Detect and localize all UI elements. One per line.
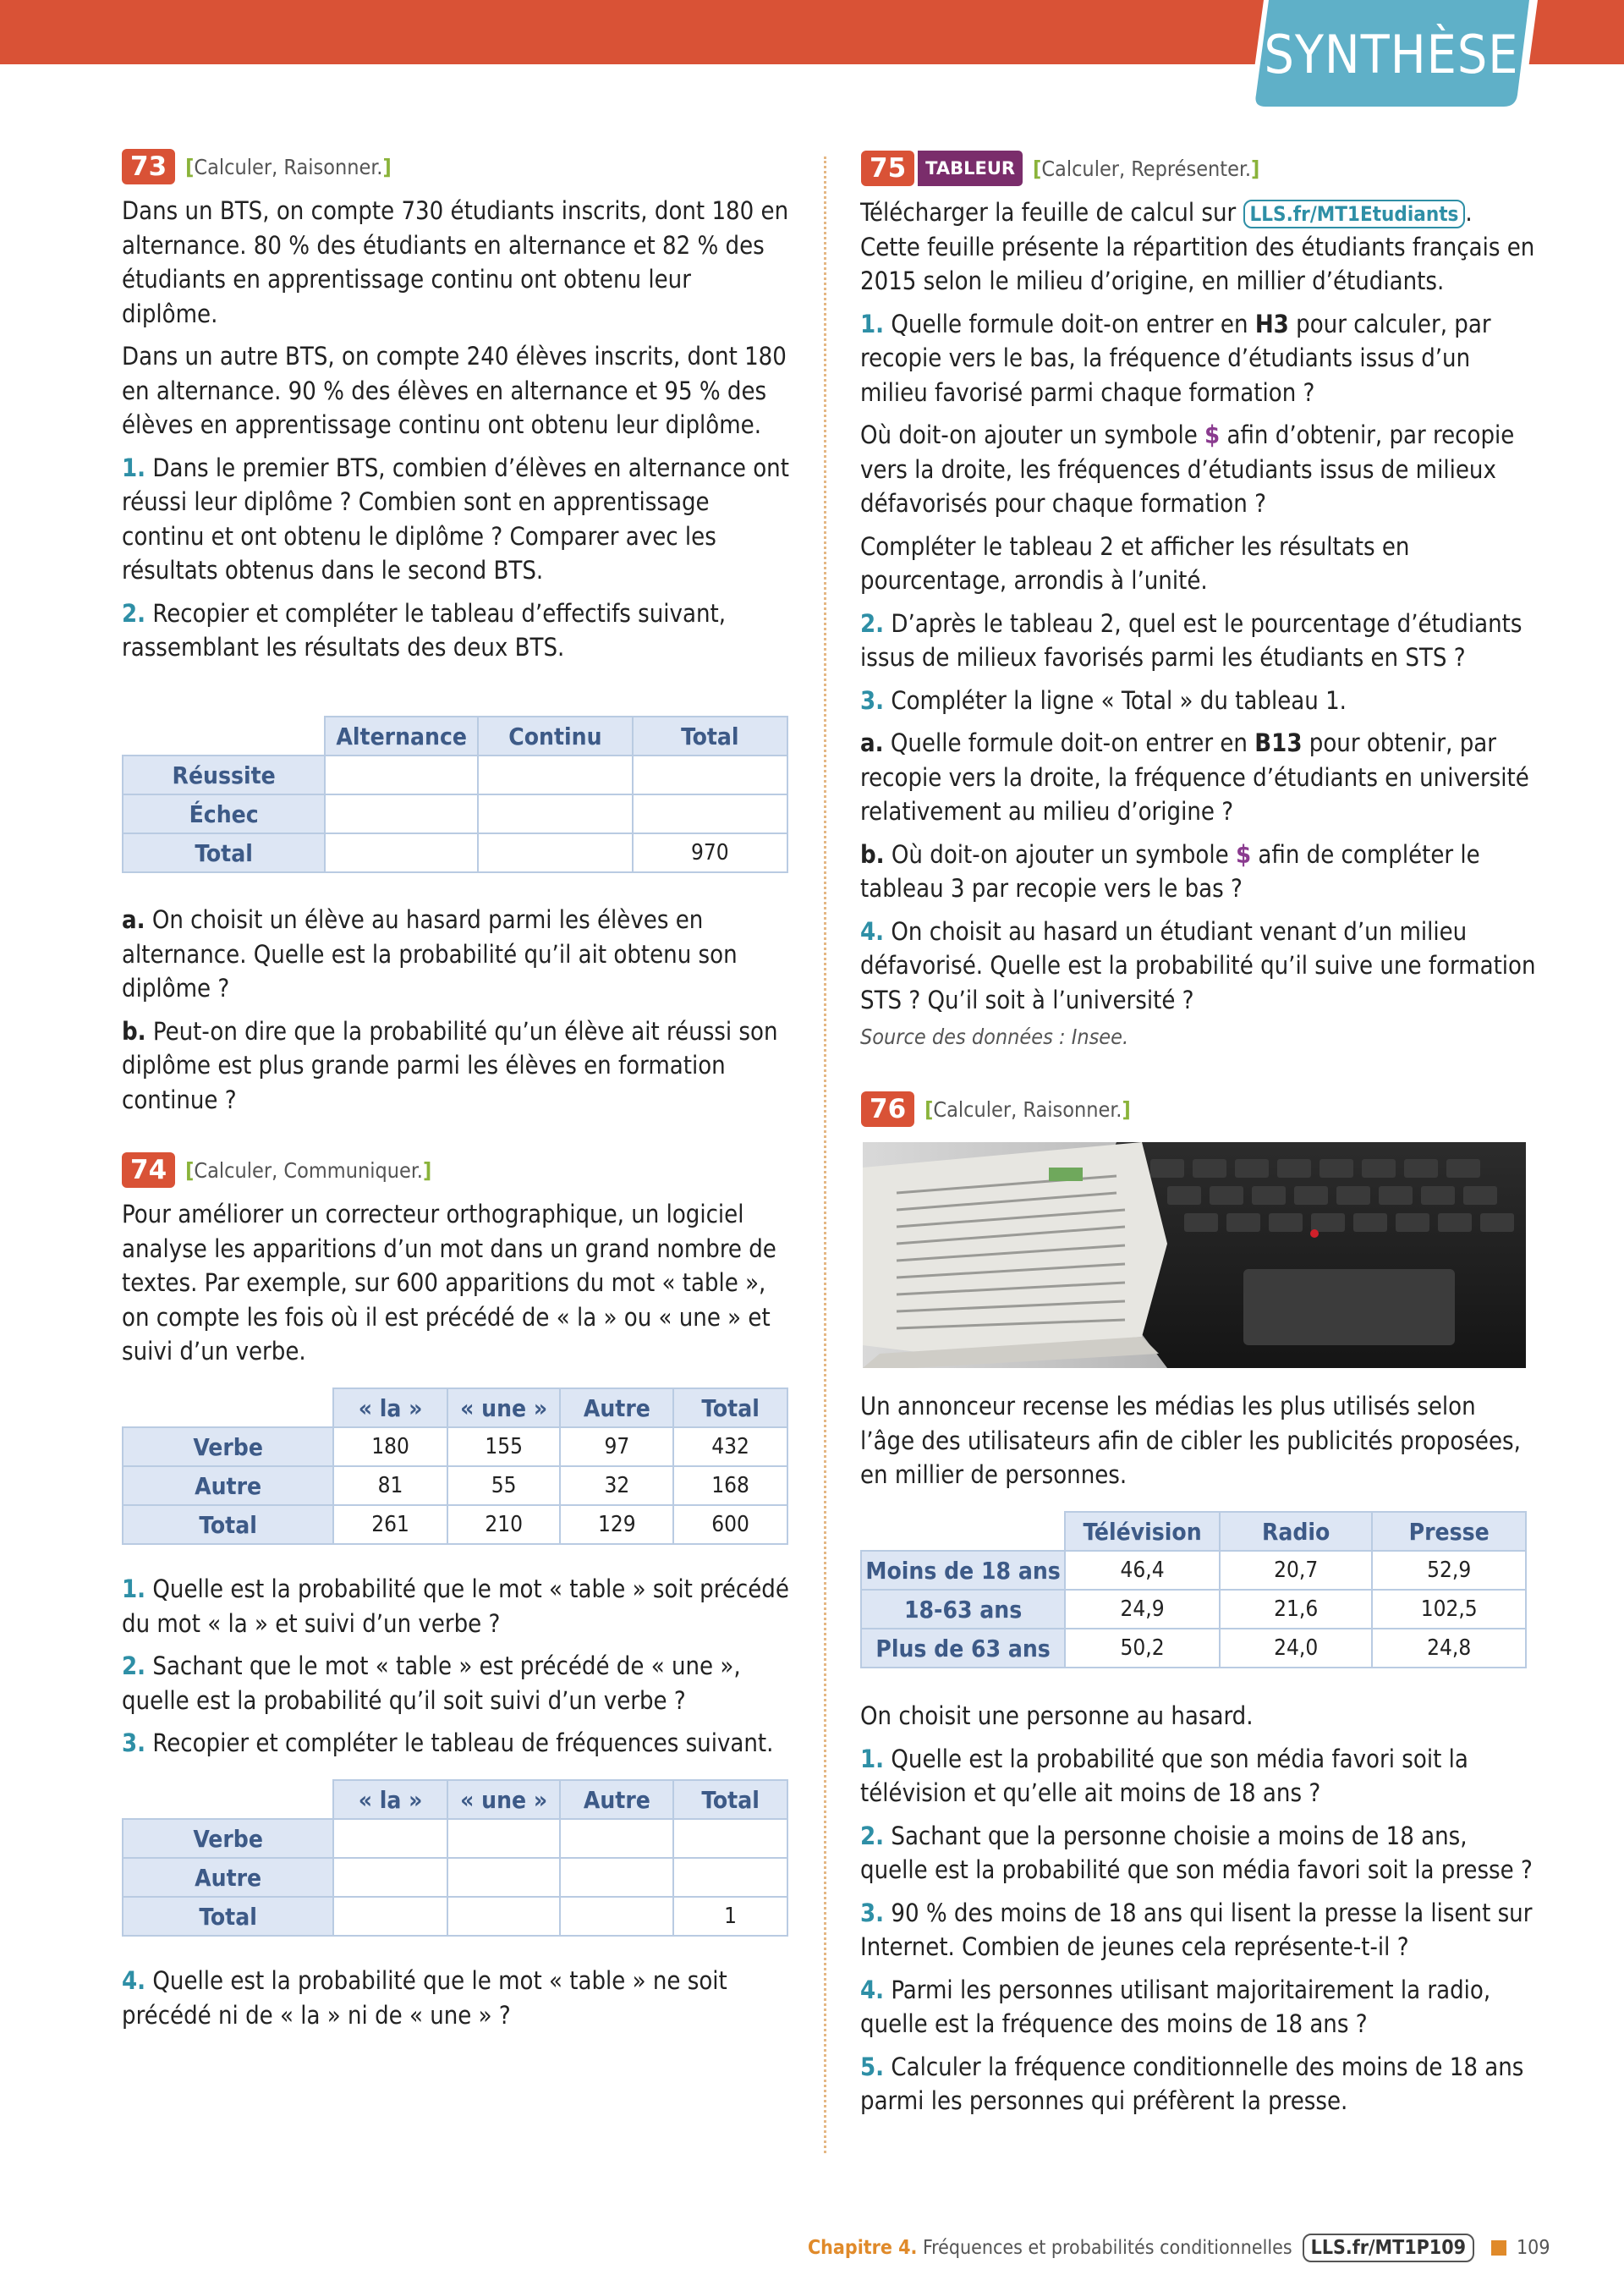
data-source: Source des données : Insee. [860, 1025, 1129, 1049]
column-header: Total [633, 717, 787, 756]
column-header: Autre [560, 1388, 673, 1427]
table-cell: 600 [673, 1505, 787, 1544]
exercise-skills: [Calculer, Représenter.] [1033, 156, 1260, 181]
question-a: a. On choisit un élève au hasard parmi les élèves en alternance. Quelle est la probabilité qu’il ait obtenu son diplôme ? [122, 905, 738, 1003]
row-header: Moins de 18 ans [861, 1551, 1065, 1590]
table-row [123, 1427, 787, 1466]
table-cell: 129 [560, 1505, 673, 1544]
table-cell: 180 [333, 1427, 447, 1466]
table-cell [633, 794, 787, 833]
chapter-title: Fréquences et probabilités conditionnelles [922, 2237, 1292, 2259]
exercise-74-header [122, 1152, 431, 1188]
table-cell [325, 756, 478, 794]
question-4: 4. Parmi les personnes utilisant majoritairement la radio, quelle est la fréquence des moins de 18 ans ? [860, 1975, 1491, 2038]
question-4: 4. Quelle est la probabilité que le mot « table » ne soit précédé ni de « la » ni de « une » ? [122, 1966, 727, 2030]
exercise-74-last-question [122, 1964, 790, 2032]
table-row [123, 794, 787, 833]
page-footer [808, 2234, 1550, 2262]
question-2: 2. Sachant que la personne choisie a moins de 18 ans, quelle est la probabilité que son média favori soit la presse ? [860, 1821, 1533, 1884]
question-2: 2. Sachant que le mot « table » est précédé de « une », quelle est la probabilité qu’il soit suivi d’un verbe ? [122, 1651, 741, 1715]
row-header: Total [123, 1897, 333, 1936]
column-header: Total [673, 1780, 787, 1819]
exercise-75-header [861, 151, 1259, 186]
table-cell [478, 756, 633, 794]
table-cell: 210 [447, 1505, 561, 1544]
row-header: Total [123, 833, 325, 872]
table-cell: 24,8 [1372, 1629, 1526, 1668]
question-2: 2. D’après le tableau 2, quel est le pourcentage d’étudiants issus de milieux favorisés parmi les étudiants en STS ? [860, 608, 1522, 672]
exercise-number: 74 [122, 1152, 175, 1188]
table-cell: 102,5 [1372, 1590, 1526, 1629]
exercise-number: 73 [122, 149, 175, 184]
paragraph: On choisit une personne au hasard. [860, 1701, 1254, 1730]
table-row [861, 1629, 1526, 1668]
table-cell [333, 1897, 447, 1936]
exercise-74-questions [122, 1572, 790, 1761]
table-cell: 1 [673, 1897, 787, 1936]
column-header: « la » [333, 1780, 447, 1819]
row-header: Échec [123, 794, 325, 833]
row-header: Verbe [123, 1819, 333, 1858]
paragraph: Télécharger la feuille de calcul sur LLS.fr/MT1Etudiants . Cette feuille présente la répartition des étudiants français en 2015 selon le milieu d’origine, en millier d’étudiants. [860, 198, 1535, 295]
section-title: SYNTHÈSE [1264, 24, 1519, 85]
exercise-76-intro [860, 1389, 1537, 1492]
table-cell: 970 [633, 833, 787, 872]
table-medias [860, 1511, 1527, 1668]
row-header: Réussite [123, 756, 325, 794]
question-1: 1. Quelle formule doit-on entrer en H3 pour calculer, par recopie vers le bas, la fréquence d’étudiants issus d’un milieu favorisé parmi chaque formation ? [860, 309, 1491, 407]
row-header: Autre [123, 1858, 333, 1897]
question-b: b. Où doit-on ajouter un symbole $ afin de compléter le tableau 3 par recopie vers le bas ? [860, 839, 1480, 903]
question-1: 1. Dans le premier BTS, combien d’élèves en alternance ont réussi leur diplôme ? Combien sont en apprentissage continu et ont obtenu le diplôme ? Comparer avec les résultats obtenus dans le second BTS. [122, 453, 789, 585]
table-row [123, 1505, 787, 1544]
exercise-number: 75 [861, 151, 914, 186]
paragraph: Dans un autre BTS, on compte 240 élèves inscrits, dont 180 en alternance. 90 % des élèves en alternance et 95 % des élèves en apprentissage continu ont obtenu leur diplôme. [122, 342, 787, 439]
table-cell: 24,9 [1065, 1590, 1220, 1629]
table-corner [123, 1388, 333, 1427]
table-row [861, 1551, 1526, 1590]
column-header: Télévision [1065, 1512, 1220, 1551]
table-cell [333, 1819, 447, 1858]
table-cell [447, 1819, 561, 1858]
table-cell [633, 756, 787, 794]
table-corner [861, 1512, 1065, 1551]
table-cell: 21,6 [1220, 1590, 1372, 1629]
column-header: Alternance [325, 717, 478, 756]
page-number: 109 [1517, 2237, 1550, 2259]
table-cell [673, 1858, 787, 1897]
table-cell: 81 [333, 1466, 447, 1505]
exercise-73-subquestions [122, 903, 790, 1117]
column-header: « une » [447, 1388, 561, 1427]
question-3: 3. 90 % des moins de 18 ans qui lisent la presse la lisent sur Internet. Combien de jeunes cela représente-t-il ? [860, 1898, 1533, 1961]
table-corner [123, 1780, 333, 1819]
newspaper-laptop-photo [863, 1142, 1526, 1368]
table-cell: 432 [673, 1427, 787, 1466]
table-cell: 24,0 [1220, 1629, 1372, 1668]
table-cell [447, 1897, 561, 1936]
table-row [123, 756, 787, 794]
table-occurrences [122, 1388, 788, 1545]
table-row [123, 1897, 787, 1936]
table-row [123, 1858, 787, 1897]
table-row [123, 1466, 787, 1505]
question-1: 1. Quelle est la probabilité que le mot « table » soit précédé du mot « la » et suivi d’un verbe ? [122, 1574, 789, 1638]
table-row [123, 833, 787, 872]
table-cell: 155 [447, 1427, 561, 1466]
exercise-73-body [122, 194, 790, 665]
table-cell [325, 794, 478, 833]
table-cell: 32 [560, 1466, 673, 1505]
question-5: 5. Calculer la fréquence conditionnelle des moins de 18 ans parmi les personnes qui préfèrent la presse. [860, 2052, 1524, 2115]
question-b: b. Peut-on dire que la probabilité qu’un élève ait réussi son diplôme est plus grande parmi les élèves en formation continue ? [122, 1016, 778, 1114]
column-header: « une » [447, 1780, 561, 1819]
table-row [123, 1819, 787, 1858]
chapter-label: Chapitre 4. [808, 2237, 918, 2259]
row-header: Verbe [123, 1427, 333, 1466]
column-header: Autre [560, 1780, 673, 1819]
row-header: Autre [123, 1466, 333, 1505]
paragraph: Où doit-on ajouter un symbole $ afin d’obtenir, par recopie vers la droite, les fréquences d’étudiants issus de milieux défavorisés pour chaque formation ? [860, 420, 1515, 518]
paragraph: Dans un BTS, on compte 730 étudiants inscrits, dont 180 en alternance. 80 % des étudiants en alternance et 82 % des étudiants en apprentissage continu ont obtenu leur diplôme. [122, 196, 789, 328]
table-cell: 55 [447, 1466, 561, 1505]
column-divider [824, 157, 826, 2153]
table-effectifs-bts [122, 716, 788, 873]
table-cell [478, 794, 633, 833]
tableur-badge: TABLEUR [918, 151, 1023, 186]
paragraph: Pour améliorer un correcteur orthographique, un logiciel analyse les apparitions d’un mot dans un grand nombre de textes. Par exemple, sur 600 apparitions du mot « table », on compte les fois où il est précédé de « la » ou « une » et suivi d’un verbe. [122, 1200, 776, 1366]
table-cell: 261 [333, 1505, 447, 1544]
column-header: Presse [1372, 1512, 1526, 1551]
table-cell [560, 1819, 673, 1858]
exercise-skills: [Calculer, Raisonner.] [185, 154, 392, 179]
row-header: Total [123, 1505, 333, 1544]
table-frequences [122, 1779, 788, 1937]
paragraph: Compléter le tableau 2 et afficher les résultats en pourcentage, arrondis à l’unité. [860, 531, 1410, 595]
page-marker [1491, 2240, 1506, 2256]
table-cell [333, 1858, 447, 1897]
table-cell: 46,4 [1065, 1551, 1220, 1590]
table-corner [123, 717, 325, 756]
table-cell: 97 [560, 1427, 673, 1466]
table-cell: 20,7 [1220, 1551, 1372, 1590]
question-4: 4. On choisit au hasard un étudiant venant d’un milieu défavorisé. Quelle est la probabilité qu’il suive une formation STS ? Qu’il soit à l’université ? [860, 916, 1536, 1014]
table-cell: 52,9 [1372, 1551, 1526, 1590]
question-2: 2. Recopier et compléter le tableau d’effectifs suivant, rassemblant les résultats des deux BTS. [122, 598, 727, 662]
row-header: 18-63 ans [861, 1590, 1065, 1629]
row-header: Plus de 63 ans [861, 1629, 1065, 1668]
table-cell: 50,2 [1065, 1629, 1220, 1668]
column-header: Radio [1220, 1512, 1372, 1551]
chapter-link[interactable]: LLS.fr/MT1P109 [1303, 2234, 1474, 2262]
exercise-76-questions [860, 1699, 1537, 2118]
paragraph: Un annonceur recense les médias les plus utilisés selon l’âge des utilisateurs afin de cibler les publicités proposées, en millier de personnes. [860, 1392, 1521, 1489]
exercise-skills: [Calculer, Communiquer.] [185, 1157, 432, 1183]
question-a: a. Quelle formule doit-on entrer en B13 pour obtenir, par recopie vers la droite, la fréquence d’étudiants en université relativement au milieu d’origine ? [860, 728, 1529, 826]
exercise-number: 76 [861, 1091, 914, 1127]
table-cell [560, 1897, 673, 1936]
exercise-75-body [860, 195, 1537, 1055]
table-cell [560, 1858, 673, 1897]
table-cell [325, 833, 478, 872]
column-header: Continu [478, 717, 633, 756]
table-cell [447, 1858, 561, 1897]
exercise-skills: [Calculer, Raisonner.] [924, 1096, 1131, 1122]
table-cell: 168 [673, 1466, 787, 1505]
table-cell [673, 1819, 787, 1858]
table-cell [478, 833, 633, 872]
question-1: 1. Quelle est la probabilité que son média favori soit la télévision et qu’elle ait moins de 18 ans ? [860, 1744, 1468, 1807]
exercise-74-body [122, 1197, 790, 1369]
question-3: 3. Compléter la ligne « Total » du tableau 1. [860, 685, 1347, 715]
section-tab [1245, 0, 1538, 117]
question-3: 3. Recopier et compléter le tableau de fréquences suivant. [122, 1728, 774, 1757]
exercise-76-header [861, 1091, 1131, 1127]
resource-link[interactable]: LLS.fr/MT1Etudiants [1243, 200, 1466, 228]
exercise-73-header [122, 149, 392, 184]
column-header: Total [673, 1388, 787, 1427]
column-header: « la » [333, 1388, 447, 1427]
table-row [861, 1590, 1526, 1629]
